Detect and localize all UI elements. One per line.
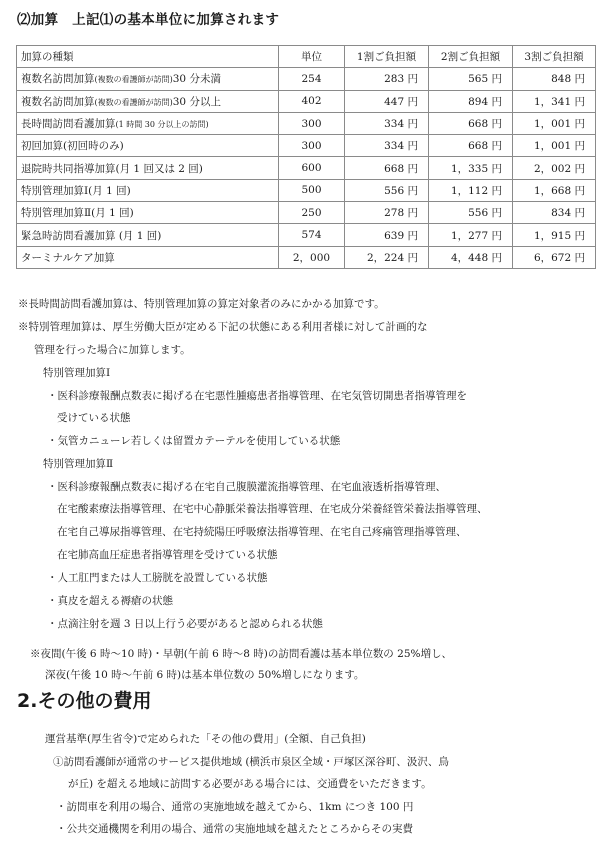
table-row <box>17 224 596 246</box>
note-night-rate: ※夜間(午後 6 時～10 時)・早朝(午前 6 時～8 時)の訪問看護は基本単位数の 25%増し、 <box>30 648 452 660</box>
special-mgmt-2-item-cont: 在宅自己導尿指導管理、在宅持続陽圧呼吸療法指導管理、在宅自己疼痛管理指導管理、 <box>57 526 467 538</box>
fee-name: 複数名訪問加算 <box>21 95 95 108</box>
rate-3-cell: 2，002 円 <box>513 157 596 179</box>
table-row <box>17 135 596 157</box>
note-late-night-rate: 深夜(午後 10 時～午前 6 時)は基本単位数の 50%増しになります。 <box>45 669 365 681</box>
rate-3-cell: 848 円 <box>513 68 596 90</box>
fee-suffix: 30 分以上 <box>172 95 221 108</box>
rate-3-cell: 1，001 円 <box>513 135 596 157</box>
fee-name-cell <box>17 179 279 201</box>
note-special-mgmt-cont: 管理を行った場合に加算します。 <box>34 344 191 356</box>
rate-1-cell: 639 円 <box>345 224 429 246</box>
other-fees-heading: 2.その他の費用 <box>17 690 152 712</box>
rate-2-cell: 668 円 <box>429 135 513 157</box>
rate-1-cell: 334 円 <box>345 112 429 134</box>
fee-table <box>16 45 596 269</box>
rate-2-cell: 556 円 <box>429 202 513 224</box>
header-cell: 2割ご負担額 <box>429 46 513 68</box>
travel-fee-car: ・訪問車を利用の場合、通常の実施地域を越えてから、1km につき 100 円 <box>56 801 414 813</box>
header-cell: 加算の種類 <box>17 46 279 68</box>
rate-3-cell: 834 円 <box>513 202 596 224</box>
unit-cell: 300 <box>279 112 345 134</box>
fee-note: (複数の看護師が訪問) <box>94 75 173 85</box>
rate-1-cell: 447 円 <box>345 90 429 112</box>
special-mgmt-1-item: ・気管カニューレ若しくは留置カテーテルを使用している状態 <box>47 435 341 447</box>
special-mgmt-2-item-cont: 在宅肺高血圧症患者指導管理を受けている状態 <box>57 549 278 561</box>
unit-cell: 600 <box>279 157 345 179</box>
rate-1-cell: 283 円 <box>345 68 429 90</box>
fee-name-cell <box>17 135 279 157</box>
special-mgmt-2-item-cont: 在宅酸素療法指導管理、在宅中心静脈栄養法指導管理、在宅成分栄養経管栄養法指導管理、 <box>57 503 488 515</box>
fee-name: 初回加算(初回時のみ) <box>21 140 124 153</box>
unit-cell: 300 <box>279 135 345 157</box>
fee-name-cell <box>17 90 279 112</box>
unit-cell: 574 <box>279 224 345 246</box>
rate-3-cell: 6，672 円 <box>513 246 596 268</box>
fee-name-cell <box>17 157 279 179</box>
fee-name: 退院時共同指導加算(月 1 回又は 2 回) <box>21 162 203 175</box>
fee-name: ターミナルケア加算 <box>21 251 115 264</box>
rate-2-cell: 4，448 円 <box>429 246 513 268</box>
fee-name-cell <box>17 202 279 224</box>
fee-name-cell <box>17 68 279 90</box>
travel-fee-public: ・公共交通機関を利用の場合、通常の実施地域を越えたところからその実費 <box>56 823 413 835</box>
note-long-visit: ※長時間訪問看護加算は、特別管理加算の算定対象者のみにかかる加算です。 <box>18 298 385 310</box>
fee-suffix: 30 分未満 <box>172 73 221 86</box>
rate-3-cell: 1，001 円 <box>513 112 596 134</box>
rate-1-cell: 668 円 <box>345 157 429 179</box>
special-mgmt-2-item: ・点滴注射を週 3 日以上行う必要があると認められる状態 <box>47 618 323 630</box>
section-title: ⑵加算 上記⑴の基本単位に加算されます <box>17 12 280 28</box>
unit-cell: 250 <box>279 202 345 224</box>
unit-cell: 254 <box>279 68 345 90</box>
rate-1-cell: 334 円 <box>345 135 429 157</box>
table-row <box>17 112 596 134</box>
note-special-mgmt: ※特別管理加算は、厚生労働大臣が定める下記の状態にある利用者様に対して計画的な <box>18 321 428 333</box>
header-cell: 1割ご負担額 <box>345 46 429 68</box>
table-row <box>17 90 596 112</box>
fee-name: 複数名訪問加算 <box>21 73 95 86</box>
table-row <box>17 246 596 268</box>
rate-1-cell: 556 円 <box>345 179 429 201</box>
rate-1-cell: 278 円 <box>345 202 429 224</box>
fee-name-cell <box>17 112 279 134</box>
fee-note: (1 時間 30 分以上の訪問) <box>115 120 209 130</box>
table-row <box>17 179 596 201</box>
fee-note: (複数の看護師が訪問) <box>94 97 173 107</box>
other-fees-intro: 運営基準(厚生省令)で定められた「その他の費用」(全額、自己負担) <box>45 733 366 745</box>
unit-cell: 2，000 <box>279 246 345 268</box>
rate-2-cell: 1，112 円 <box>429 179 513 201</box>
rate-3-cell: 1，668 円 <box>513 179 596 201</box>
table-row <box>17 68 596 90</box>
fee-name-cell <box>17 224 279 246</box>
unit-cell: 500 <box>279 179 345 201</box>
table-row <box>17 202 596 224</box>
table-row <box>17 157 596 179</box>
rate-2-cell: 565 円 <box>429 68 513 90</box>
rate-2-cell: 1，277 円 <box>429 224 513 246</box>
fee-name: 特別管理加算Ⅰ(月 1 回) <box>21 184 131 197</box>
rate-3-cell: 1，341 円 <box>513 90 596 112</box>
special-mgmt-1-title: 特別管理加算Ⅰ <box>43 367 111 379</box>
special-mgmt-2-item: ・真皮を超える褥瘡の状態 <box>47 595 173 607</box>
table-header-row <box>17 46 596 68</box>
fee-name-cell <box>17 246 279 268</box>
rate-3-cell: 1，915 円 <box>513 224 596 246</box>
special-mgmt-2-item: ・医科診療報酬点数表に掲げる在宅自己腹膜灌流指導管理、在宅血液透析指導管理、 <box>47 481 446 493</box>
special-mgmt-2-item: ・人工肛門または人工膀胱を設置している状態 <box>47 572 268 584</box>
travel-fee-item: ①訪問看護師が通常のサービス提供地域 (横浜市泉区全域・戸塚区深谷町、汲沢、鳥 <box>53 756 449 768</box>
rate-2-cell: 894 円 <box>429 90 513 112</box>
special-mgmt-2-title: 特別管理加算Ⅱ <box>43 458 114 470</box>
rate-1-cell: 2，224 円 <box>345 246 429 268</box>
fee-name: 緊急時訪問看護加算 (月 1 回) <box>21 229 162 242</box>
travel-fee-item-cont: が丘) を超える地域に訪問する必要がある場合には、交通費をいただきます。 <box>68 778 432 790</box>
rate-2-cell: 1，335 円 <box>429 157 513 179</box>
fee-name: 特別管理加算Ⅱ(月 1 回) <box>21 207 134 220</box>
header-cell: 3割ご負担額 <box>513 46 596 68</box>
header-cell: 単位 <box>279 46 345 68</box>
rate-2-cell: 668 円 <box>429 112 513 134</box>
fee-name: 長時間訪問看護加算 <box>21 118 116 131</box>
special-mgmt-1-item-cont: 受けている状態 <box>57 412 131 424</box>
unit-cell: 402 <box>279 90 345 112</box>
special-mgmt-1-item: ・医科診療報酬点数表に掲げる在宅悪性腫瘍患者指導管理、在宅気管切開患者指導管理を <box>47 390 467 402</box>
